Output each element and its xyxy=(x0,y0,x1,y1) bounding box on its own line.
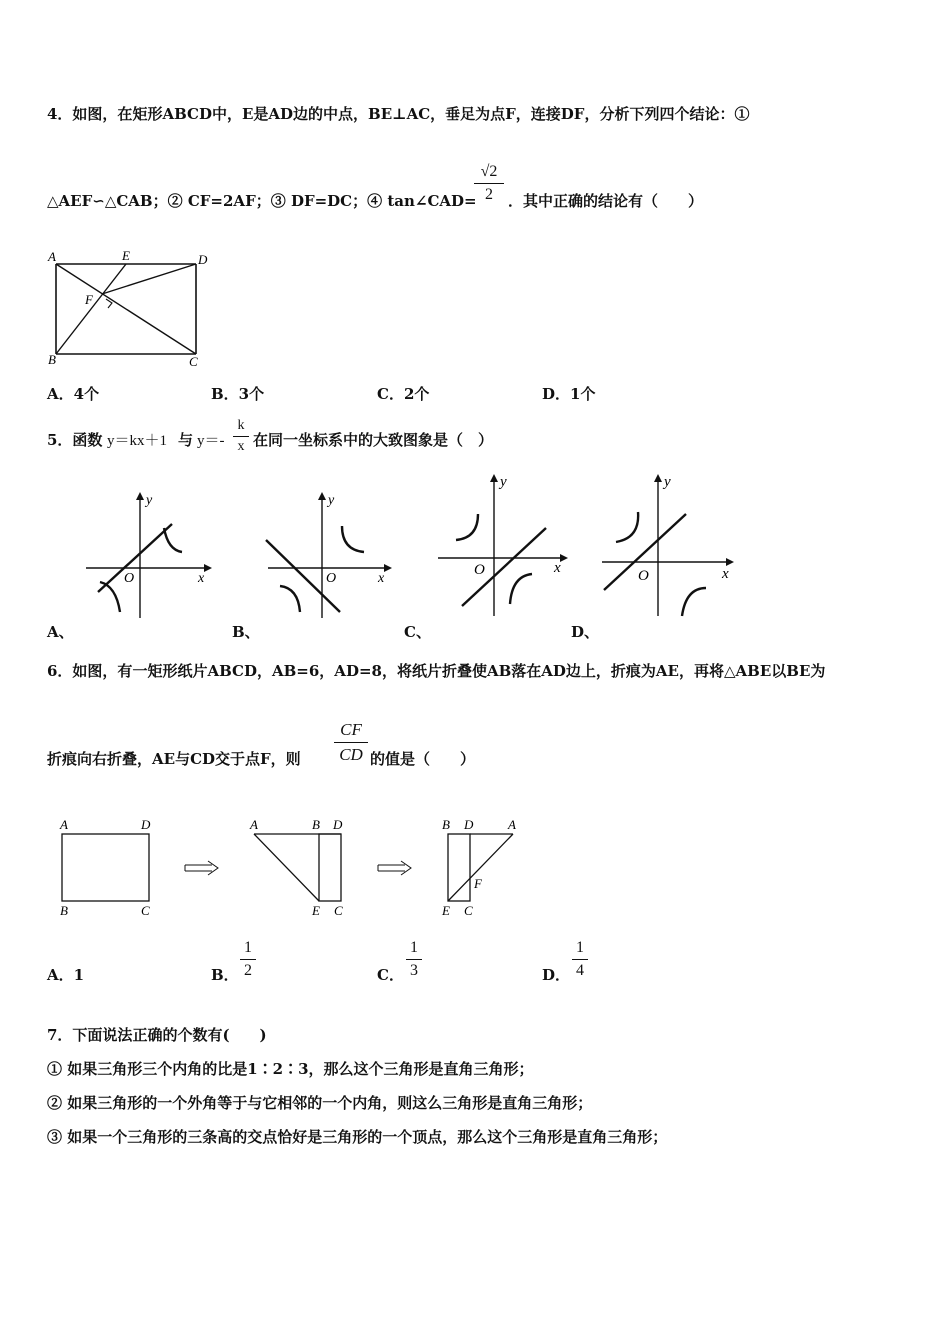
q6-option-c-fraction xyxy=(406,939,422,980)
hyperbola-branch-2 xyxy=(280,586,300,612)
fig3-label-b: B xyxy=(442,817,450,832)
fold-step-2 xyxy=(249,817,343,918)
fig1-label-c: C xyxy=(141,903,150,918)
q5-option-a[interactable]: A、 xyxy=(47,623,74,641)
label-f: F xyxy=(85,292,93,307)
fig3-label-d: D xyxy=(464,817,474,832)
q5-connector: 与 xyxy=(178,431,194,449)
hyperbola-branch-1 xyxy=(616,512,638,542)
fig1-label-a: A xyxy=(60,817,68,832)
x-arrow-icon xyxy=(384,564,392,572)
q6-option-a[interactable]: A．1 xyxy=(47,966,85,984)
q5-option-d[interactable]: D、 xyxy=(571,623,600,641)
q7-statement-1: ① 如果三角形三个内角的比是1∶2∶3，那么这个三角形是直角三角形； xyxy=(47,1060,534,1078)
q4-text-line1: 4．如图，在矩形ABCD中，E是AD边的中点，BE⊥AC，垂足为点F，连接DF，分析下列四个结论：① xyxy=(47,105,750,123)
q5-graph-d xyxy=(598,470,740,620)
numerator: 1 xyxy=(576,939,584,956)
q4-text-line2a: △AEF∽△CAB；② CF=2AF；③ DF=DC；④ tan∠CAD= xyxy=(47,192,477,210)
q4-rectangle-figure xyxy=(44,246,216,370)
q4-fraction-numerator: √2 xyxy=(480,163,498,180)
q5-function-line: y＝kx＋1 xyxy=(107,433,168,449)
fraction-bar xyxy=(474,183,504,184)
origin-label: O xyxy=(124,571,135,586)
q5-graph-b xyxy=(262,488,397,622)
x-label: x xyxy=(198,571,205,586)
label-a: A xyxy=(48,249,56,264)
fig2-label-a: A xyxy=(250,817,258,832)
rectangle-abcd xyxy=(62,834,149,901)
q5-option-b[interactable]: B、 xyxy=(232,623,260,641)
q5-graph-a xyxy=(76,488,216,622)
hyperbola-branch-2 xyxy=(510,574,532,604)
right-angle-mark xyxy=(106,299,112,308)
fold-step-3 xyxy=(441,817,516,918)
y-label: y xyxy=(146,493,153,508)
fig1-label-d: D xyxy=(141,817,151,832)
q4-option-d[interactable]: D．1个 xyxy=(542,385,596,403)
q4-fraction-denominator: 2 xyxy=(485,186,493,203)
q6-option-b[interactable]: B． xyxy=(211,966,239,984)
q5-function-hyperbola: y＝- xyxy=(197,433,225,449)
q4-option-a[interactable]: A．4个 xyxy=(47,385,100,403)
q5-fraction xyxy=(233,418,249,455)
label-d: D xyxy=(198,252,208,267)
hyperbola-branch-1 xyxy=(456,514,478,540)
segment-df xyxy=(102,264,196,294)
label-b: B xyxy=(48,352,56,367)
q7-title: 7．下面说法正确的个数有( ) xyxy=(47,1026,267,1044)
q6-text-line1: 6．如图，有一矩形纸片ABCD，AB=6，AD=8，将纸片折叠使AB落在AD边上，折痕为AE，再将△ABE以BE为 xyxy=(47,662,826,680)
x-label: x xyxy=(378,571,385,586)
q6-folding-figures xyxy=(50,812,530,922)
q6-text-line2a: 折痕向右折叠，AE与CD交于点F，则 xyxy=(47,750,301,768)
q4-text-line2b: ．其中正确的结论有（ ） xyxy=(508,192,704,210)
q5-option-c[interactable]: C、 xyxy=(404,623,431,641)
segment-be xyxy=(56,264,126,354)
fig2-label-c: C xyxy=(334,903,343,918)
hyperbola-branch-1 xyxy=(342,526,364,552)
label-c: C xyxy=(189,354,198,369)
fraction-bar xyxy=(334,742,368,743)
hyperbola-branch-2 xyxy=(682,588,706,616)
fraction-bar xyxy=(233,436,249,437)
q4-fraction xyxy=(474,163,504,204)
fraction-bar xyxy=(406,959,422,960)
fig3-label-a: A xyxy=(508,817,516,832)
y-label: y xyxy=(500,474,507,490)
fig3-label-c: C xyxy=(464,903,473,918)
numerator: 1 xyxy=(244,939,252,956)
fig3-label-e: E xyxy=(442,903,450,918)
fraction-bar xyxy=(240,959,256,960)
denominator: 3 xyxy=(410,962,418,979)
x-arrow-icon xyxy=(204,564,212,572)
arrow-right-icon xyxy=(378,861,411,875)
q7-statement-3: ③ 如果一个三角形的三条高的交点恰好是三角形的一个顶点，那么这个三角形是直角三角形； xyxy=(47,1128,668,1146)
x-arrow-icon xyxy=(560,554,568,562)
numerator: 1 xyxy=(410,939,418,956)
q6-option-c[interactable]: C． xyxy=(377,966,404,984)
x-label: x xyxy=(554,560,561,576)
arrow-right-icon xyxy=(185,861,218,875)
x-label: x xyxy=(722,566,729,582)
y-arrow-icon xyxy=(318,492,326,500)
denominator: 4 xyxy=(576,962,584,979)
q5-graph-c xyxy=(434,470,574,620)
q7-statement-2: ② 如果三角形的一个外角等于与它相邻的一个内角，则这么三角形是直角三角形； xyxy=(47,1094,593,1112)
q6-option-d-fraction xyxy=(572,939,588,980)
origin-label: O xyxy=(638,568,649,584)
fig3-label-f: F xyxy=(474,876,482,891)
y-label: y xyxy=(664,474,671,490)
origin-label: O xyxy=(326,571,337,586)
y-arrow-icon xyxy=(654,474,662,482)
q5-fraction-numerator: k xyxy=(237,418,245,433)
fig2-label-b: B xyxy=(312,817,320,832)
y-arrow-icon xyxy=(490,474,498,482)
q6-option-d[interactable]: D． xyxy=(542,966,571,984)
hyperbola-branch-1 xyxy=(164,528,182,552)
fig1-label-b: B xyxy=(60,903,68,918)
q6-fraction-numerator: CF xyxy=(340,720,362,739)
y-label: y xyxy=(328,493,335,508)
x-arrow-icon xyxy=(726,558,734,566)
q6-fraction xyxy=(334,720,368,765)
q4-option-c[interactable]: C．2个 xyxy=(377,385,430,403)
segment-ac xyxy=(56,264,196,354)
q6-fraction-denominator: CD xyxy=(339,745,363,764)
q6-text-line2b: 的值是（ ） xyxy=(370,750,476,768)
q5-prefix: 5．函数 xyxy=(47,431,103,449)
label-e: E xyxy=(122,248,130,263)
origin-label: O xyxy=(474,562,485,578)
denominator: 2 xyxy=(244,962,252,979)
linear-graph xyxy=(98,524,172,592)
fig2-label-d: D xyxy=(333,817,343,832)
q5-fraction-denominator: x xyxy=(237,439,245,454)
q5-suffix: 在同一坐标系中的大致图象是（ ） xyxy=(253,431,494,449)
q6-option-b-fraction xyxy=(240,939,256,980)
fold-step-1 xyxy=(59,817,151,918)
fraction-bar xyxy=(572,959,588,960)
fig2-label-e: E xyxy=(312,903,320,918)
y-arrow-icon xyxy=(136,492,144,500)
q4-option-b[interactable]: B．3个 xyxy=(211,385,265,403)
